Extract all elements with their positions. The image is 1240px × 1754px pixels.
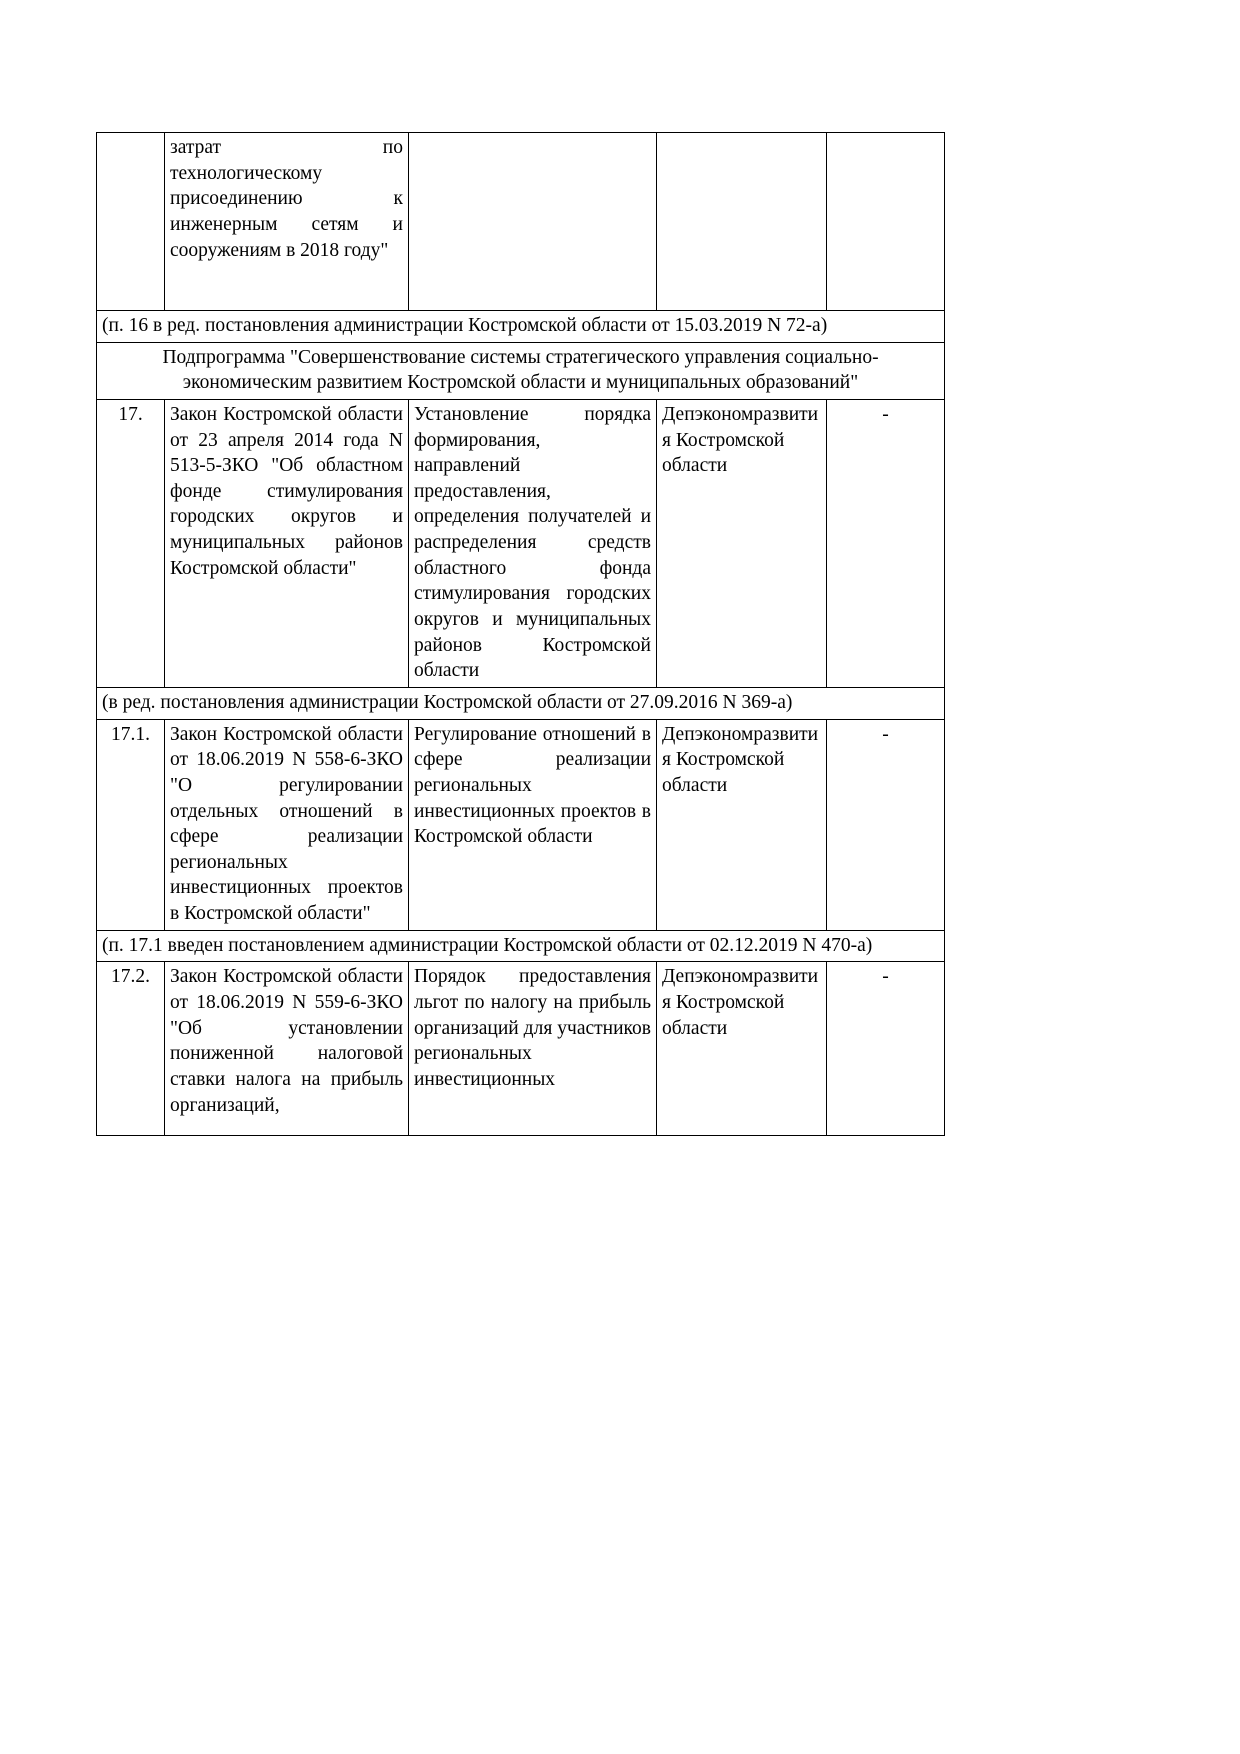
table-row-heading	[97, 342, 945, 399]
cell-number-17-2: 17.2.	[97, 962, 165, 1136]
cell-description-17: Установление порядка формирования, направлений предоставления, определения получателей и распределения средств областного фонда стимулирования городских округов и муниципальных районов Костромской области	[409, 399, 657, 687]
cell-result-17-1: -	[827, 719, 945, 930]
cell-result-17: -	[827, 399, 945, 687]
cell-act-17: Закон Костромской области от 23 апреля 2014 года N 513-5-ЗКО "Об областном фонде стимулирования городских округов и муниципальных районов Костромской области"	[165, 399, 409, 687]
table-row	[97, 133, 945, 311]
cell-number-17: 17.	[97, 399, 165, 687]
legal-acts-table	[96, 132, 945, 1136]
cell-act: затрат по технологическому присоединению к инженерным сетям и сооружениям в 2018 году"	[165, 133, 409, 311]
cell-description	[409, 133, 657, 311]
cell-number-17-1: 17.1.	[97, 719, 165, 930]
note-p16: (п. 16 в ред. постановления администрации Костромской области от 15.03.2019 N 72-а)	[97, 311, 945, 343]
cell-executor-17: Депэкономразвития Костромской области	[657, 399, 827, 687]
cell-result	[827, 133, 945, 311]
cell-result-17-2: -	[827, 962, 945, 1136]
note-red-369a: (в ред. постановления администрации Костромской области от 27.09.2016 N 369-а)	[97, 687, 945, 719]
document-page	[96, 132, 944, 1136]
table-row	[97, 719, 945, 930]
cell-executor	[657, 133, 827, 311]
cell-number	[97, 133, 165, 311]
cell-act-17-2: Закон Костромской области от 18.06.2019 N 559-6-ЗКО "Об установлении пониженной налоговой ставки налога на прибыль организаций,	[165, 962, 409, 1136]
cell-description-17-1: Регулирование отношений в сфере реализации региональных инвестиционных проектов в Костромской области	[409, 719, 657, 930]
table-row-note	[97, 311, 945, 343]
cell-executor-17-2: Депэкономразвития Костромской области	[657, 962, 827, 1136]
table-row-note	[97, 687, 945, 719]
cell-act-17-1: Закон Костромской области от 18.06.2019 N 558-6-ЗКО "О регулировании отдельных отношений в сфере реализации региональных инвестиционных проектов в Костромской области"	[165, 719, 409, 930]
subprogram-heading: Подпрограмма "Совершенствование системы стратегического управления социально-экономическим развитием Костромской области и муниципальных образований"	[97, 342, 945, 399]
table-row	[97, 399, 945, 687]
cell-executor-17-1: Депэкономразвития Костромской области	[657, 719, 827, 930]
table-row-note	[97, 930, 945, 962]
cell-description-17-2: Порядок предоставления льгот по налогу на прибыль организаций для участников региональных инвестиционных	[409, 962, 657, 1136]
table-row	[97, 962, 945, 1136]
note-p17-1: (п. 17.1 введен постановлением администрации Костромской области от 02.12.2019 N 470-а)	[97, 930, 945, 962]
